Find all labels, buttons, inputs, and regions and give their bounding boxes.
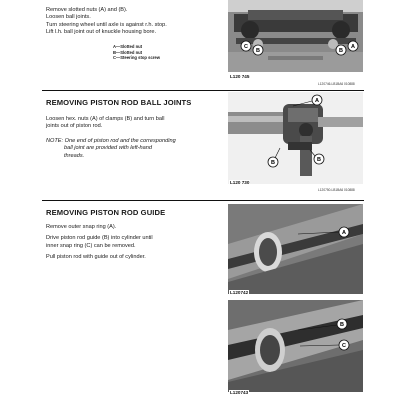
svg-text:B: B	[339, 48, 343, 54]
callout-b-left	[268, 157, 278, 167]
legend-item: A—Slotted nut	[113, 44, 143, 49]
note-line: One end of piston rod and the corresponding	[64, 138, 176, 144]
figure-reference: L120750-LB1BA6 010888	[318, 188, 355, 192]
callout-b	[337, 319, 347, 329]
text-line: Lift l.h. ball joint out of knuckle housing bore.	[46, 29, 157, 36]
figure-number: L120 745	[230, 74, 250, 79]
callout-a	[312, 95, 322, 105]
callout-c	[339, 340, 349, 350]
ball-joint-callouts	[228, 92, 363, 184]
text-line: inner snap ring (C) can be removed.	[46, 242, 136, 249]
text-line: joints out of piston rod.	[46, 123, 103, 130]
section3-heading: REMOVING PISTON ROD GUIDE	[46, 208, 166, 217]
note-label: NOTE:	[46, 138, 64, 144]
svg-text:A: A	[342, 230, 346, 236]
svg-text:A: A	[351, 44, 355, 50]
callout-b-left	[253, 45, 263, 55]
text-line: Loosen ball joints.	[46, 14, 91, 21]
callout-c-left	[241, 41, 251, 51]
svg-text:A: A	[315, 98, 319, 104]
text-line: Pull piston rod with guide out of cylinder.	[46, 254, 146, 261]
text-line: Drive piston rod guide (B) into cylinder until	[46, 235, 153, 242]
section2-heading: REMOVING PISTON ROD BALL JOINTS	[46, 98, 192, 107]
svg-text:C: C	[342, 343, 346, 349]
section1-legend	[113, 44, 160, 61]
callout-b-right	[336, 45, 346, 55]
svg-text:B: B	[340, 322, 344, 328]
text-line: Turn steering wheel until axle is against r.h. stop.	[46, 21, 167, 28]
figure-number: L120743	[230, 390, 249, 395]
section1-text	[46, 7, 167, 37]
text-line: Remove slotted nuts (A) and (B).	[46, 7, 128, 13]
legend-item: B—Slotted nut	[113, 49, 143, 55]
svg-text:B: B	[271, 160, 275, 166]
text-line: Remove outer snap ring (A).	[46, 224, 117, 230]
figure-number: L120742	[230, 290, 249, 295]
svg-text:B: B	[317, 157, 321, 163]
note-line: ball joint are provided with left-hand	[64, 145, 152, 152]
section2-note	[46, 138, 176, 160]
snap-ring-callouts	[228, 204, 363, 294]
text-line: Loosen hex. nuts (A) of clamps (B) and turn ball	[46, 116, 165, 122]
section2-text	[46, 116, 164, 131]
figure-reference: L120746-LB1BA6 010888	[318, 82, 355, 86]
callout-b-right	[314, 154, 324, 164]
section-divider	[42, 200, 364, 201]
svg-text:C: C	[244, 44, 248, 50]
note-line: threads.	[64, 152, 85, 159]
figure-number: L120 730	[230, 180, 250, 185]
callout-a-right	[348, 41, 358, 51]
legend-item: C—Steering stop screw	[113, 55, 161, 61]
callout-a	[339, 227, 349, 237]
section3-text	[46, 224, 153, 262]
piston-guide-callouts	[228, 300, 363, 392]
svg-text:B: B	[256, 48, 260, 54]
axle-callouts	[228, 0, 363, 72]
